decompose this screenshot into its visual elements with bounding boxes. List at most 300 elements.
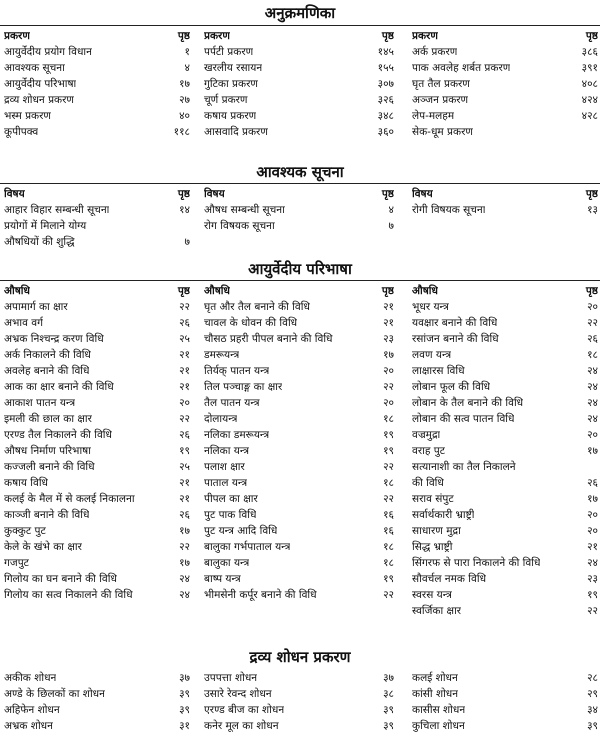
index-entry <box>204 411 394 427</box>
section-rule <box>0 183 600 184</box>
entry-title: चावल के धोवन की विधि <box>204 317 298 329</box>
entry-page: २६ <box>179 317 190 329</box>
column-header <box>412 186 598 202</box>
index-entry <box>4 539 190 555</box>
entry-page: १८ <box>587 349 598 361</box>
entry-page: २२ <box>179 541 190 553</box>
index-entry <box>4 202 190 218</box>
entry-title: उपपत्ता शोधन <box>204 672 258 684</box>
index-entry <box>4 491 190 507</box>
index-entry <box>412 108 598 124</box>
entry-page: ३९ <box>179 688 190 700</box>
entry-page: २१ <box>179 349 190 361</box>
entry-page: १७ <box>383 349 394 361</box>
index-entry <box>4 555 190 571</box>
index-entry <box>204 670 394 686</box>
entry-page: २४ <box>587 413 598 425</box>
entry-title: अभाव वर्ग <box>4 317 44 329</box>
entry-page: २४ <box>179 573 190 585</box>
column-1 <box>4 28 190 140</box>
column-header <box>204 283 394 299</box>
header-page-label: पृष्ठ <box>381 30 394 42</box>
entry-title: बाष्प यन्त्र <box>204 573 241 585</box>
column-3 <box>412 186 598 218</box>
entry-title: कषाय विधि <box>4 477 49 489</box>
entry-page: २३ <box>587 573 598 585</box>
entry-page: १४ <box>179 204 190 216</box>
column-header <box>4 186 190 202</box>
entry-page: ३९१ <box>581 62 598 74</box>
entry-page: ३४८ <box>377 110 394 122</box>
entry-page: २५ <box>179 333 190 345</box>
entry-title-continued: की विधि <box>412 477 444 489</box>
entry-page: २० <box>179 397 190 409</box>
entry-page: ३७ <box>383 672 394 684</box>
entry-page: १७ <box>179 78 190 90</box>
entry-page: १४५ <box>377 46 394 58</box>
index-entry <box>204 218 394 234</box>
entry-title: आक का क्षार बनाने की विधि <box>4 381 114 393</box>
entry-title: पाताल यन्त्र <box>204 477 248 489</box>
index-entry <box>4 459 190 475</box>
entry-page: १९ <box>587 589 598 601</box>
entry-title: इमली की छाल का क्षार <box>4 413 92 425</box>
index-entry <box>4 92 190 108</box>
index-entry <box>204 60 394 76</box>
index-entry <box>204 491 394 507</box>
index-entry <box>204 315 394 331</box>
entry-title: अर्क निकालने की विधि <box>4 349 91 361</box>
index-entry <box>204 202 394 218</box>
header-label: प्रकरण <box>4 30 30 42</box>
entry-title: सराव संपुट <box>412 493 454 505</box>
index-entry <box>204 443 394 459</box>
entry-page: १६ <box>383 509 394 521</box>
index-entry <box>4 670 190 686</box>
entry-page: ३८६ <box>581 46 598 58</box>
index-entry <box>4 571 190 587</box>
entry-page: २८ <box>587 672 598 684</box>
entry-title: द्रव्य शोधन प्रकरण <box>4 94 75 106</box>
column-1 <box>4 670 190 734</box>
section-rule <box>0 280 600 281</box>
entry-title: अभ्रक निश्चन्द्र करण विधि <box>4 333 104 345</box>
index-entry <box>412 44 598 60</box>
index-entry <box>204 331 394 347</box>
entry-page: २२ <box>383 493 394 505</box>
entry-page: २२ <box>179 413 190 425</box>
column-3 <box>412 28 598 140</box>
entry-title: पाक अवलेह शर्बत प्रकरण <box>412 62 511 74</box>
index-entry <box>4 347 190 363</box>
entry-page: २४ <box>587 557 598 569</box>
entry-title: कज्जली बनाने की विधि <box>4 461 95 473</box>
entry-title: भस्म प्रकरण <box>4 110 52 122</box>
entry-page: २० <box>383 397 394 409</box>
column-header <box>412 283 598 299</box>
header-page-label: पृष्ठ <box>585 30 598 42</box>
entry-page: २६ <box>587 333 598 345</box>
index-entry <box>412 347 598 363</box>
entry-page: ४० <box>179 110 190 122</box>
entry-page: २० <box>587 525 598 537</box>
entry-page: २२ <box>383 461 394 473</box>
entry-title: अञ्जन प्रकरण <box>412 94 469 106</box>
column-header <box>204 186 394 202</box>
header-page-label: पृष्ठ <box>585 188 598 200</box>
index-entry <box>4 718 190 734</box>
index-entry <box>204 363 394 379</box>
entry-page: ४२८ <box>581 110 598 122</box>
entry-title: औषध सम्बन्धी सूचना <box>204 204 285 216</box>
index-entry <box>4 523 190 539</box>
entry-title: दोलायन्त्र <box>204 413 238 425</box>
entry-title: पुट यन्त्र आदि विधि <box>204 525 278 537</box>
entry-title: पीपल का क्षार <box>204 493 258 505</box>
entry-title: कषाय प्रकरण <box>204 110 257 122</box>
entry-page: ३८ <box>383 688 394 700</box>
index-entry <box>412 702 598 718</box>
entry-page: १९ <box>383 573 394 585</box>
entry-title: रसांजन बनाने की विधि <box>412 333 499 345</box>
entry-title: बालुका गर्भपाताल यन्त्र <box>204 541 291 553</box>
index-entry <box>4 315 190 331</box>
index-entry <box>4 686 190 702</box>
index-entry <box>412 427 598 443</box>
index-entry <box>204 44 394 60</box>
index-entry <box>4 427 190 443</box>
entry-page: १७ <box>587 445 598 457</box>
index-entry <box>204 76 394 92</box>
entry-title: सत्यानाशी का तैल निकालने <box>412 461 516 473</box>
index-entry <box>204 395 394 411</box>
entry-page <box>594 124 598 140</box>
header-page-label: पृष्ठ <box>381 285 394 297</box>
column-header <box>204 28 394 44</box>
entry-title: आवश्यक सूचना <box>4 62 65 74</box>
entry-page: २२ <box>587 605 598 617</box>
index-entry <box>204 299 394 315</box>
index-entry <box>412 379 598 395</box>
index-entry <box>204 571 394 587</box>
index-entry <box>204 718 394 734</box>
entry-title: नलिका यन्त्र <box>204 445 250 457</box>
index-entry <box>204 108 394 124</box>
entry-page: १३ <box>587 204 598 216</box>
entry-title: आहार विहार सम्बन्धी सूचना <box>4 204 110 216</box>
header-page-label: पृष्ठ <box>177 285 190 297</box>
entry-title: वराह पुट <box>412 445 446 457</box>
header-label: प्रकरण <box>204 30 230 42</box>
index-entry <box>204 507 394 523</box>
index-entry <box>412 603 598 619</box>
entry-title: केले के खंभे का क्षार <box>4 541 82 553</box>
entry-title: स्वर्जिका क्षार <box>412 605 462 617</box>
entry-title: काञ्जी बनाने की विधि <box>4 509 90 521</box>
entry-title: सिंगरफ से पारा निकालने की विधि <box>412 557 541 569</box>
entry-title: खरलीय रसायन <box>204 62 263 74</box>
entry-page: २२ <box>587 317 598 329</box>
entry-page: १५५ <box>377 62 394 74</box>
index-entry <box>4 363 190 379</box>
index-entry <box>412 60 598 76</box>
entry-title: यवक्षार बनाने की विधि <box>412 317 498 329</box>
entry-title: कुक्कुट पुट <box>4 525 46 537</box>
header-label: औषधि <box>412 285 438 297</box>
index-entry <box>412 571 598 587</box>
entry-page: १७ <box>179 557 190 569</box>
entry-title: चौसठ प्रहरी पीपल बनाने की विधि <box>204 333 333 345</box>
entry-page: २२ <box>383 589 394 601</box>
entry-title: तैल पातन यन्त्र <box>204 397 260 409</box>
entry-page: १८ <box>383 541 394 553</box>
entry-page: ३९ <box>587 720 598 732</box>
entry-page: २४ <box>587 381 598 393</box>
index-entry <box>412 363 598 379</box>
entry-title: सर्वार्थकारी भ्राष्ट्री <box>412 509 475 521</box>
entry-page: ३७ <box>179 672 190 684</box>
index-entry <box>412 443 598 459</box>
entry-title: वज्रमुद्रा <box>412 429 441 441</box>
entry-title: अण्डे के छिलकों का शोधन <box>4 688 105 700</box>
entry-page: २४ <box>587 397 598 409</box>
section-title-anukramanika: अनुक्रमणिका <box>264 4 336 22</box>
entry-title-continued: औषधियों की शुद्धि <box>4 236 75 248</box>
entry-title: स्वरस यन्त्र <box>412 589 452 601</box>
entry-page: ४०८ <box>581 78 598 90</box>
entry-title: कांसी शोधन <box>412 688 459 700</box>
entry-page: ३९ <box>179 704 190 716</box>
column-2 <box>204 28 394 140</box>
index-entry <box>204 427 394 443</box>
entry-page: २१ <box>179 477 190 489</box>
entry-title: अर्क प्रकरण <box>412 46 458 58</box>
entry-page: २१ <box>179 493 190 505</box>
column-2 <box>204 670 394 734</box>
entry-page: १८ <box>383 557 394 569</box>
entry-title: पलाश क्षार <box>204 461 245 473</box>
entry-title: औषध निर्माण परिभाषा <box>4 445 91 457</box>
entry-title: लाक्षारस विधि <box>412 365 465 377</box>
index-entry <box>412 299 598 315</box>
entry-title: चूर्ण प्रकरण <box>204 94 248 106</box>
index-entry <box>204 379 394 395</box>
entry-title: अवलेह बनाने की विधि <box>4 365 90 377</box>
entry-page: २६ <box>179 509 190 521</box>
entry-title: कलई के मैल में से कलई निकालना <box>4 493 135 505</box>
entry-page: ३०७ <box>377 78 394 90</box>
index-entry <box>4 587 190 603</box>
entry-title: कलई शोधन <box>412 672 458 684</box>
entry-title: गिलोय का सत्व निकालने की विधि <box>4 589 133 601</box>
entry-page: २४ <box>179 589 190 601</box>
entry-page: १ <box>184 46 190 58</box>
entry-title: लेप-मलहम <box>412 110 455 122</box>
index-entry <box>412 718 598 734</box>
entry-page: १९ <box>383 445 394 457</box>
column-1 <box>4 186 190 250</box>
entry-page: १८ <box>383 477 394 489</box>
entry-page: १७ <box>179 525 190 537</box>
entry-page: ३४ <box>587 704 598 716</box>
index-entry <box>412 331 598 347</box>
index-entry <box>412 124 598 140</box>
entry-page: ४ <box>184 62 190 74</box>
index-entry <box>412 76 598 92</box>
entry-title: आयुर्वेदीय प्रयोग विधान <box>4 46 92 58</box>
header-label: औषधि <box>204 285 230 297</box>
index-entry <box>412 315 598 331</box>
index-entry <box>204 702 394 718</box>
entry-title: गिलोय का घन बनाने की विधि <box>4 573 117 585</box>
column-3 <box>412 670 598 734</box>
index-entry <box>4 124 190 140</box>
entry-title: गजपुट <box>4 557 29 569</box>
entry-title: कनेर मूल का शोधन <box>204 720 279 732</box>
entry-title: सिद्ध भ्राष्ट्री <box>412 541 453 553</box>
entry-page: १८ <box>383 413 394 425</box>
section-rule <box>0 25 600 26</box>
entry-title: अकीक शोधन <box>4 672 57 684</box>
index-entry <box>4 379 190 395</box>
entry-title: एरण्ड तैल निकालने की विधि <box>4 429 112 441</box>
entry-page: २२ <box>383 381 394 393</box>
entry-page: २९ <box>587 688 598 700</box>
entry-title: पुट पाक विधि <box>204 509 257 521</box>
entry-title: सौवर्चल नमक विधि <box>412 573 487 585</box>
entry-page: ३९ <box>383 720 394 732</box>
entry-title: आसवादि प्रकरण <box>204 126 268 138</box>
entry-page: ३१ <box>179 720 190 732</box>
entry-page: २६ <box>587 477 598 489</box>
index-entry <box>204 475 394 491</box>
header-page-label: पृष्ठ <box>381 188 394 200</box>
section-title-avashyak-suchna: आवश्यक सूचना <box>256 163 344 181</box>
entry-page: १९ <box>383 429 394 441</box>
entry-page: २० <box>587 509 598 521</box>
entry-page: २२ <box>179 301 190 313</box>
index-entry <box>4 60 190 76</box>
entry-page: २५ <box>179 461 190 473</box>
index-entry <box>4 44 190 60</box>
index-entry <box>4 443 190 459</box>
entry-page: २४ <box>587 365 598 377</box>
index-entry <box>412 491 598 507</box>
index-entry <box>4 331 190 347</box>
entry-page: ३९ <box>383 704 394 716</box>
entry-title: कासीस शोधन <box>412 704 466 716</box>
entry-title: साधारण मुद्रा <box>412 525 461 537</box>
column-3 <box>412 283 598 619</box>
index-entry <box>4 475 190 491</box>
section-title-dravya-shodhan: द्रव्य शोधन प्रकरण <box>249 648 351 666</box>
entry-page: ७ <box>388 220 394 232</box>
entry-page: ७ <box>184 236 190 248</box>
entry-title: घृत तैल प्रकरण <box>412 78 470 90</box>
column-header <box>4 283 190 299</box>
entry-title: अपामार्ग का क्षार <box>4 301 68 313</box>
index-entry <box>412 555 598 571</box>
column-header <box>412 28 598 44</box>
entry-title: उसारे रेवन्द शोधन <box>204 688 272 700</box>
entry-page: ३६० <box>377 126 394 138</box>
entry-title: तिर्यक् पातन यन्त्र <box>204 365 270 377</box>
section-title-paribhasha: आयुर्वेदीय परिभाषा <box>248 260 352 278</box>
header-label: विषय <box>412 188 433 200</box>
entry-title: घृत और तैल बनाने की विधि <box>204 301 310 313</box>
entry-page: १६ <box>383 525 394 537</box>
entry-title: डमरूयन्त्र <box>204 349 240 361</box>
entry-page: २१ <box>383 317 394 329</box>
entry-page: २० <box>587 301 598 313</box>
entry-title: अहिफेन शोधन <box>4 704 60 716</box>
index-entry <box>204 686 394 702</box>
entry-title: भीमसेनी कर्पूर बनाने की विधि <box>204 589 317 601</box>
entry-page: २० <box>383 365 394 377</box>
index-entry <box>4 76 190 92</box>
column-1 <box>4 283 190 603</box>
entry-title: कूपीपक्व <box>4 126 39 138</box>
entry-title: लवण यन्त्र <box>412 349 452 361</box>
index-entry <box>204 555 394 571</box>
entry-title: अभ्रक शोधन <box>4 720 53 732</box>
entry-page: ३२६ <box>377 94 394 106</box>
header-label: प्रकरण <box>412 30 438 42</box>
index-entry <box>412 523 598 539</box>
entry-title: रोग विषयक सूचना <box>204 220 275 232</box>
entry-title: नलिका डमरूयन्त्र <box>204 429 270 441</box>
index-entry <box>412 459 598 491</box>
index-entry <box>412 587 598 603</box>
column-2 <box>204 283 394 603</box>
index-entry <box>204 587 394 603</box>
entry-title: प्रयोगों में मिलाने योग्य <box>4 220 87 232</box>
index-entry <box>4 299 190 315</box>
index-entry <box>204 124 394 140</box>
entry-title: आयुर्वेदीय परिभाषा <box>4 78 77 90</box>
header-label: विषय <box>4 188 25 200</box>
entry-page: २१ <box>383 301 394 313</box>
index-entry <box>4 108 190 124</box>
entry-page: १९ <box>179 445 190 457</box>
entry-page: ४ <box>388 204 394 216</box>
entry-page: १७ <box>587 493 598 505</box>
index-entry <box>412 92 598 108</box>
column-2 <box>204 186 394 234</box>
entry-page: २६ <box>179 429 190 441</box>
entry-title: लोबान की सत्व पातन विधि <box>412 413 515 425</box>
entry-title: कुचिला शोधन <box>412 720 465 732</box>
index-entry <box>412 395 598 411</box>
index-entry <box>412 507 598 523</box>
index-entry <box>204 539 394 555</box>
index-entry <box>204 459 394 475</box>
index-entry <box>412 670 598 686</box>
header-page-label: पृष्ठ <box>177 188 190 200</box>
index-entry <box>4 507 190 523</box>
entry-title: लोबान फूल की विधि <box>412 381 491 393</box>
index-entry <box>412 202 598 218</box>
index-entry <box>412 686 598 702</box>
header-page-label: पृष्ठ <box>177 30 190 42</box>
entry-page: ४२४ <box>581 94 598 106</box>
entry-title: लोबान के तैल बनाने की विधि <box>412 397 524 409</box>
index-entry <box>4 395 190 411</box>
entry-title: भूधर यन्त्र <box>412 301 449 313</box>
entry-page: २७ <box>179 94 190 106</box>
entry-page: २१ <box>587 541 598 553</box>
index-entry <box>204 92 394 108</box>
